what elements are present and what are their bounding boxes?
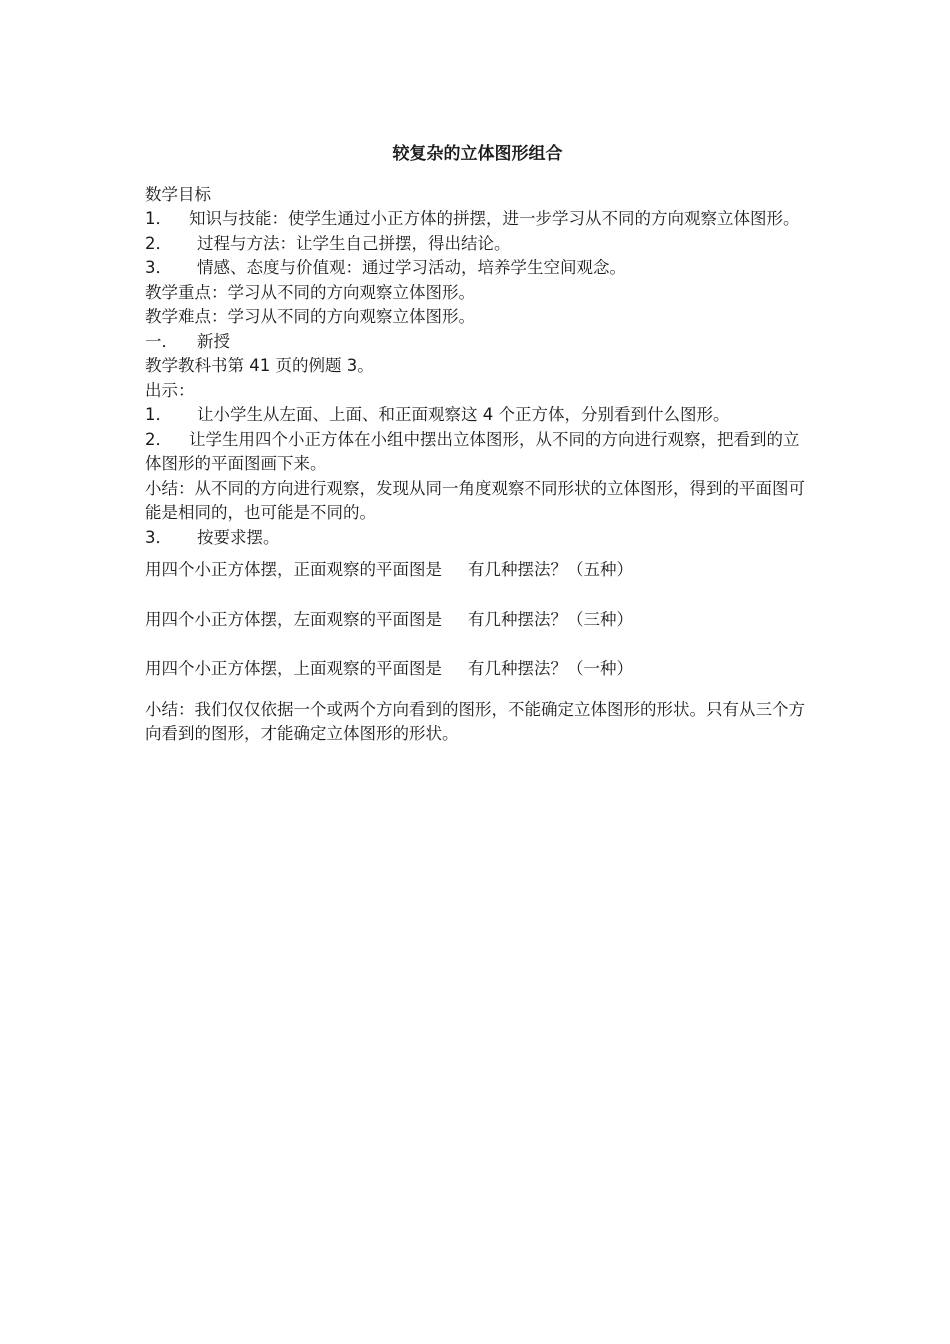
step-text: 让小学生从左面、上面、和正面观察这 4 个正方体，分别看到什么图形。 [197, 405, 730, 424]
question-left-view [145, 608, 810, 633]
goal-text: 情感、态度与价值观：通过学习活动，培养学生空间观念。 [197, 258, 626, 277]
question-front-view [145, 558, 810, 583]
question-suffix: 有几种摆法？（三种） [468, 609, 633, 629]
step-number: 3． [145, 527, 172, 547]
goal-item-2 [145, 232, 810, 257]
goal-item-1 [145, 207, 810, 232]
goal-number: 1． [145, 209, 172, 228]
step-text: 按要求摆。 [197, 527, 280, 547]
goal-number: 2． [145, 233, 172, 253]
goal-text: 过程与方法：让学生自己拼摆，得出结论。 [197, 233, 511, 253]
key-point: 教学重点：学习从不同的方向观察立体图形。 [145, 282, 475, 302]
question-top-view [145, 657, 810, 682]
part-number: 一． [145, 331, 178, 351]
document-page [145, 138, 810, 747]
goal-number: 3． [145, 258, 172, 277]
step-item-3 [145, 526, 810, 551]
document-title: 较复杂的立体图形组合 [392, 144, 563, 164]
step-item-1 [145, 403, 810, 428]
question-suffix: 有几种摆法？（五种） [468, 560, 633, 579]
show-label: 出示： [145, 380, 195, 400]
summary-one: 小结：从不同的方向进行观察，发现从同一角度观察不同形状的立体图形，得到的平面图可能是相同的，也可能是不同的。 [145, 478, 805, 522]
step-number: 2． [145, 429, 172, 449]
part-title: 新授 [197, 331, 230, 351]
question-suffix: 有几种摆法？（一种） [468, 659, 633, 678]
summary-two: 小结：我们仅仅依据一个或两个方向看到的图形，不能确定立体图形的形状。只有从三个方向看到的图形，才能确定立体图形的形状。 [145, 699, 805, 743]
step-item-2 [145, 428, 810, 477]
step-text: 让学生用四个小正方体在小组中摆出立体图形，从不同的方向进行观察，把看到的立体图形的平面图画下来。 [145, 429, 800, 473]
question-prefix: 用四个小正方体摆，左面观察的平面图是 [145, 609, 442, 629]
question-prefix: 用四个小正方体摆，上面观察的平面图是 [145, 659, 442, 678]
goal-item-3 [145, 256, 810, 281]
textbook-reference: 教学教科书第 41 页的例题 3。 [145, 356, 374, 375]
section-goals-heading: 数学目标 [145, 184, 211, 204]
step-number: 1． [145, 405, 172, 424]
question-prefix: 用四个小正方体摆，正面观察的平面图是 [145, 560, 442, 579]
goal-text: 知识与技能：使学生通过小正方体的拼摆，进一步学习从不同的方向观察立体图形。 [189, 209, 800, 228]
difficult-point: 教学难点：学习从不同的方向观察立体图形。 [145, 307, 475, 326]
part-one-heading [145, 330, 810, 355]
